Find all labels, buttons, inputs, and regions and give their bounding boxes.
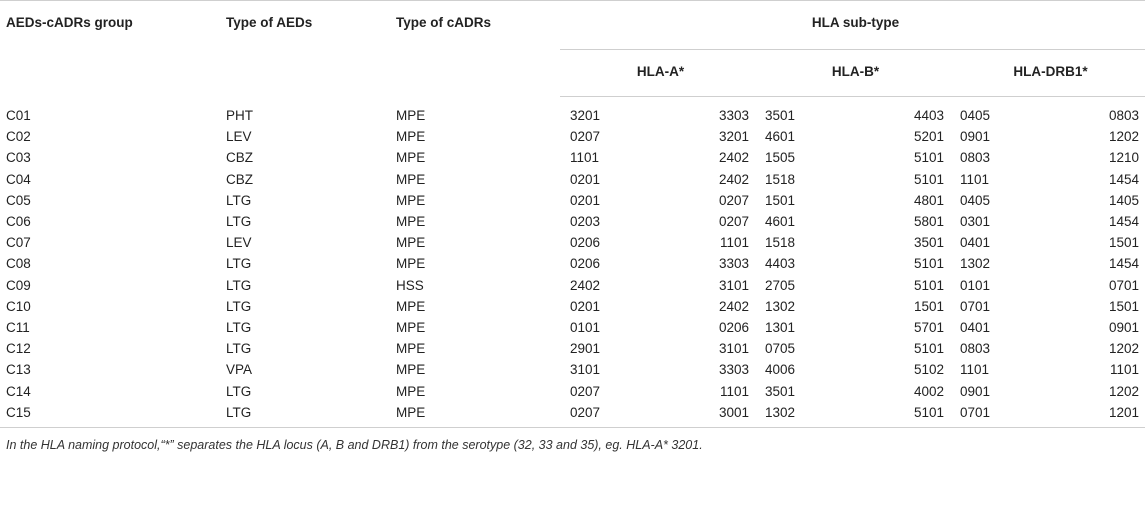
cell-group: C12 <box>6 341 31 357</box>
cell-hla-b-2: 5101 <box>913 277 944 293</box>
cell-hla-b-1: 1518 <box>765 235 796 251</box>
cell-hla-b-2: 5101 <box>913 256 944 272</box>
table-row <box>0 338 1145 359</box>
cell-adr: MPE <box>396 129 426 145</box>
table-body <box>0 97 1145 428</box>
table-row <box>0 402 1145 428</box>
cell-hla-drb1-2: 1454 <box>1109 171 1140 187</box>
cell-aed: VPA <box>226 362 253 378</box>
cell-hla-b-1: 2705 <box>765 277 796 293</box>
cell-adr: MPE <box>396 235 426 251</box>
cell-hla-drb1-1: 0401 <box>960 235 991 251</box>
cell-group: C10 <box>6 298 31 314</box>
cell-hla-drb1-2: 1101 <box>1110 362 1140 378</box>
header-hla-subtype: HLA sub-type <box>560 1 1145 50</box>
cell-hla-a-1: 0207 <box>560 402 658 428</box>
cell-hla-drb1-1: 1302 <box>960 256 991 272</box>
cell-aed: LTG <box>226 341 252 357</box>
cell-hla-b-1: 4006 <box>765 362 796 378</box>
table-footnote: In the HLA naming protocol,“*” separates the HLA locus (A, B and DRB1) from the serotype (32, 33 and 35), eg. HLA-A* 3201. <box>6 437 703 452</box>
cell-hla-b-2: 3501 <box>913 235 944 251</box>
cell-group: C11 <box>6 319 30 335</box>
table-row <box>0 190 1145 211</box>
cell-hla-drb1-1: 1101 <box>960 362 990 378</box>
cell-hla-a-1: 0206 <box>570 256 601 272</box>
cell-adr: MPE <box>396 256 426 272</box>
cell-hla-drb1-1: 0701 <box>960 298 991 314</box>
cell-hla-drb1-2: 1405 <box>1109 192 1140 208</box>
cell-group: C08 <box>6 256 31 272</box>
cell-hla-a-1: 0201 <box>570 298 601 314</box>
cell-aed: LTG <box>220 402 390 428</box>
cell-hla-a-1: 2402 <box>570 277 601 293</box>
cell-aed: LTG <box>226 383 252 399</box>
table-row <box>0 97 1145 127</box>
cell-adr: MPE <box>396 192 426 208</box>
cell-adr: MPE <box>396 171 426 187</box>
cell-hla-a-2: 3303 <box>718 108 749 124</box>
cell-hla-drb1-1: 0101 <box>960 277 991 293</box>
cell-aed: LTG <box>226 319 252 335</box>
cell-hla-b-1: 1302 <box>755 402 853 428</box>
table-row <box>0 211 1145 232</box>
cell-hla-b-1: 1301 <box>765 319 796 335</box>
cell-hla-drb1-2: 1202 <box>1109 383 1140 399</box>
cell-hla-a-1: 0206 <box>570 235 601 251</box>
cell-hla-a-2: 1101 <box>719 383 749 399</box>
cell-hla-a-2: 2402 <box>718 150 749 166</box>
cell-adr: MPE <box>396 383 426 399</box>
cell-hla-drb1-2: 0803 <box>1109 108 1140 124</box>
table-row <box>0 147 1145 168</box>
cell-group: C02 <box>6 129 31 145</box>
cell-aed: PHT <box>226 107 253 123</box>
cell-group: C01 <box>6 107 31 123</box>
cell-hla-a-2: 3101 <box>718 341 749 357</box>
table-row <box>0 169 1145 190</box>
table-row <box>0 317 1145 338</box>
cell-hla-drb1-2: 1210 <box>1109 150 1140 166</box>
cell-hla-b-2: 5101 <box>853 402 951 428</box>
cell-hla-a-1: 3101 <box>570 362 601 378</box>
cell-hla-a-2: 0207 <box>718 214 749 230</box>
cell-hla-b-1: 3501 <box>765 108 796 124</box>
cell-group: C06 <box>6 214 31 230</box>
cell-hla-drb1-1: 0803 <box>960 150 991 166</box>
cell-hla-a-1: 0201 <box>570 192 601 208</box>
cell-hla-drb1-2: 1501 <box>1109 298 1140 314</box>
cell-hla-drb1-2: 1202 <box>1109 341 1140 357</box>
cell-hla-a-1: 0201 <box>570 171 601 187</box>
cell-hla-b-1: 3501 <box>765 383 796 399</box>
cell-hla-a-2: 3303 <box>718 362 749 378</box>
cell-hla-drb1-2: 0901 <box>1109 319 1140 335</box>
cell-hla-b-1: 1518 <box>765 171 796 187</box>
cell-hla-b-2: 5101 <box>913 341 944 357</box>
cell-hla-a-2: 3001 <box>658 402 756 428</box>
cell-hla-b-1: 1505 <box>765 150 796 166</box>
cell-hla-a-1: 0101 <box>570 319 601 335</box>
cell-hla-b-1: 4601 <box>765 129 796 145</box>
cell-hla-b-2: 5101 <box>913 150 944 166</box>
cell-group: C09 <box>6 277 31 293</box>
cell-adr: MPE <box>396 150 426 166</box>
cell-hla-a-1: 0207 <box>570 129 601 145</box>
cell-hla-b-1: 0705 <box>765 341 796 357</box>
cell-aed: LTG <box>226 277 252 293</box>
cell-group: C13 <box>6 362 31 378</box>
cell-hla-drb1-1: 0803 <box>960 341 991 357</box>
cell-hla-b-2: 1501 <box>913 298 944 314</box>
cell-adr: HSS <box>396 277 424 293</box>
cell-hla-a-2: 2402 <box>718 298 749 314</box>
cell-aed: LTG <box>226 214 252 230</box>
cell-hla-drb1-2: 1454 <box>1109 214 1140 230</box>
cell-aed: CBZ <box>226 171 253 187</box>
cell-group: C05 <box>6 192 31 208</box>
cell-adr: MPE <box>396 319 426 335</box>
cell-hla-b-2: 4002 <box>913 383 944 399</box>
header-hla-drb1: HLA-DRB1* <box>950 50 1145 97</box>
cell-adr: MPE <box>396 298 426 314</box>
header-hla-a: HLA-A* <box>560 50 755 97</box>
cell-hla-b-1: 4403 <box>765 256 796 272</box>
cell-adr: MPE <box>390 402 560 428</box>
cell-hla-drb1-1: 0301 <box>960 214 991 230</box>
cell-hla-drb1-1: 0405 <box>960 192 991 208</box>
cell-hla-a-1: 0203 <box>570 214 601 230</box>
cell-hla-drb1-1: 1101 <box>960 171 990 187</box>
cell-hla-a-1: 3201 <box>570 108 601 124</box>
cell-hla-drb1-2: 1501 <box>1109 235 1140 251</box>
table-row <box>0 275 1145 296</box>
cell-hla-a-2: 3303 <box>718 256 749 272</box>
cell-group: C07 <box>6 235 31 251</box>
cell-hla-drb1-1: 0401 <box>960 319 991 335</box>
cell-hla-a-2: 0206 <box>718 319 749 335</box>
cell-hla-drb1-2: 0701 <box>1109 277 1140 293</box>
cell-adr: MPE <box>396 107 426 123</box>
cell-hla-b-1: 1501 <box>765 192 796 208</box>
cell-hla-b-2: 5801 <box>913 214 944 230</box>
cell-aed: CBZ <box>226 150 253 166</box>
table-row <box>0 126 1145 147</box>
cell-hla-a-1: 0207 <box>570 383 601 399</box>
cell-hla-a-1: 1101 <box>570 150 600 166</box>
cell-group: C15 <box>0 402 220 428</box>
table-row <box>0 296 1145 317</box>
cell-adr: MPE <box>396 362 426 378</box>
cell-hla-drb1-1: 0901 <box>960 383 991 399</box>
cell-hla-b-2: 4403 <box>913 108 944 124</box>
cell-hla-b-2: 4801 <box>913 192 944 208</box>
cell-hla-b-1: 1302 <box>765 298 796 314</box>
cell-group: C14 <box>6 383 31 399</box>
cell-hla-a-2: 3101 <box>718 277 749 293</box>
cell-adr: MPE <box>396 341 426 357</box>
cell-hla-drb1-1: 0901 <box>960 129 991 145</box>
cell-group: C03 <box>6 150 31 166</box>
cell-hla-b-2: 5701 <box>913 319 944 335</box>
cell-hla-b-2: 5101 <box>913 171 944 187</box>
cell-hla-a-2: 1101 <box>719 235 749 251</box>
cell-hla-b-2: 5102 <box>913 362 944 378</box>
cell-hla-a-2: 3201 <box>718 129 749 145</box>
cell-hla-drb1-1: 0405 <box>960 108 991 124</box>
header-hla-b: HLA-B* <box>755 50 950 97</box>
cell-aed: LTG <box>226 298 252 314</box>
cell-hla-b-1: 4601 <box>765 214 796 230</box>
cell-adr: MPE <box>396 214 426 230</box>
cell-hla-a-1: 2901 <box>570 341 601 357</box>
header-group: AEDs-cADRs group <box>0 1 220 97</box>
cell-group: C04 <box>6 171 31 187</box>
cell-hla-a-2: 0207 <box>718 192 749 208</box>
header-adr-type: Type of cADRs <box>390 1 560 97</box>
cell-aed: LEV <box>226 129 252 145</box>
cell-aed: LTG <box>226 256 252 272</box>
cell-hla-drb1-2: 1454 <box>1109 256 1140 272</box>
cell-aed: LEV <box>226 235 252 251</box>
cell-hla-a-2: 2402 <box>718 171 749 187</box>
table-row <box>0 232 1145 253</box>
header-aed-type: Type of AEDs <box>220 1 390 97</box>
cell-hla-b-2: 5201 <box>913 129 944 145</box>
table-row <box>0 359 1145 380</box>
table-row <box>0 253 1145 274</box>
cell-hla-drb1-2: 1201 <box>1048 402 1145 428</box>
table-row <box>0 380 1145 401</box>
cell-hla-drb1-2: 1202 <box>1109 129 1140 145</box>
cell-aed: LTG <box>226 192 252 208</box>
cell-hla-drb1-1: 0701 <box>950 402 1048 428</box>
